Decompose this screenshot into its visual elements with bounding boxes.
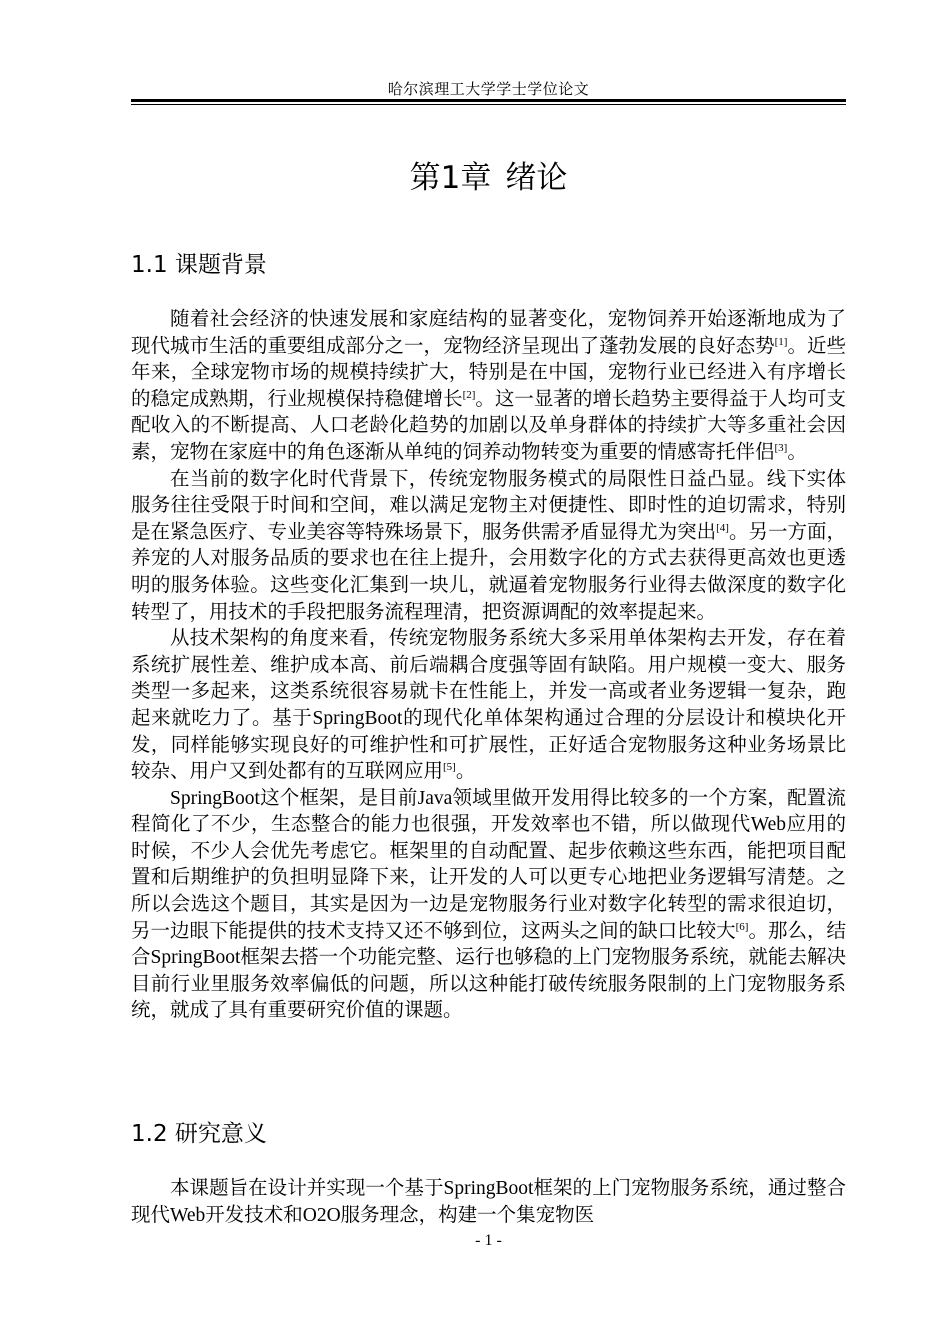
section-body-1-2 (131, 1176, 846, 1229)
paragraph (131, 1176, 846, 1229)
header-rule-thin (131, 104, 846, 105)
paragraph (131, 626, 846, 786)
paragraph-text: 。 (787, 441, 807, 463)
paragraph-text: 。近些年来，全球宠物市场的规模持续扩大，特别是在中国，宠物行业已经进入有序增长的稳定成熟期，行业规模保持稳健增长 (131, 335, 846, 410)
paragraph-text: 。那么，结合SpringBoot框架去搭一个功能完整、运行也够稳的上门宠物服务系统，就能去解决目前行业里服务效率偏低的问题，所以这种能打破传统服务限制的上门宠物服务系统，就成了具有重要研究价值的课题。 (131, 920, 846, 1022)
paragraph-text: 在当前的数字化时代背景下，传统宠物服务模式的局限性日益凸显。线下实体服务往往受限于时间和空间，难以满足宠物主对便捷性、即时性的迫切需求，特别是在紧急医疗、专业美容等特殊场景下，服务供需矛盾显得尤为突出 (131, 468, 846, 543)
paragraph-text: 本课题旨在设计并实现一个基于SpringBoot框架的上门宠物服务系统，通过整合现代Web开发技术和O2O服务理念，构建一个集宠物医 (131, 1178, 846, 1226)
paragraph (131, 467, 846, 627)
paragraph-text: 。这一显著的增长趋势主要得益于人均可支配收入的不断提高、人口老龄化趋势的加剧以及单身群体的持续扩大等多重社会因素，宠物在家庭中的角色逐渐从单纯的饲养动物转变为重要的情感寄托伴侣 (131, 388, 846, 463)
paragraph-text: 从技术架构的角度来看，传统宠物服务系统大多采用单体架构去开发，存在着系统扩展性差、维护成本高、前后端耦合度强等固有缺陷。用户规模一变大、服务类型一多起来，这类系统很容易就卡在性能上，并发一高或者业务逻辑一复杂，跑起来就吃力了。基于SpringBoot的现代化单体架构通过合理的分层设计和模块化开发，同样能够实现良好的可维护性和可扩展性，正好适合宠物服务这种业务场景比较杂、用户又到处都有的互联网应用 (131, 628, 846, 783)
paragraph-text: 。另一方面，养宠的人对服务品质的要求也在往上提升，会用数字化的方式去获得更高效也更透明的服务体验。这些变化汇集到一块儿，就逼着宠物服务行业得去做深度的数字化转型了，用技术的手段把服务流程理清，把资源调配的效率提起来。 (131, 521, 846, 623)
citation-ref: [6] (735, 920, 749, 933)
chapter-title (131, 152, 846, 197)
paragraph (131, 786, 846, 1025)
citation-ref: [3] (774, 441, 788, 454)
paragraph-text: SpringBoot这个框架，是目前Java领域里做开发用得比较多的一个方案，配置流程简化了不少，生态整合的能力也很强，开发效率也不错，所以做现代Web应用的时候，不少人会优先考虑它。框架里的自动配置、起步依赖这些东西，能把项目配置和后期维护的负担明显降下来，让开发的人可以更专心地把业务逻辑写清楚。之所以会选这个题目，其实是因为一边是宠物服务行业对数字化转型的需求很迫切，另一边眼下能提供的技术支持又还不够到位，这两头之间的缺口比较大 (131, 787, 846, 942)
paragraph-text: 随着社会经济的快速发展和家庭结构的显著变化，宠物饲养开始逐渐地成为了现代城市生活的重要组成部分之一，宠物经济呈现出了蓬勃发展的良好态势 (131, 309, 846, 357)
page-number: - 1 - (475, 1232, 502, 1249)
paragraph (131, 307, 846, 467)
chapter-name: 绪论 (505, 160, 568, 196)
section-body-1-1 (131, 307, 846, 1025)
header-rule-thick (131, 99, 846, 102)
paragraph-text: 。 (455, 761, 476, 783)
citation-ref: [1] (774, 335, 788, 348)
section-heading-1-2: 1.2 研究意义 (131, 1121, 267, 1147)
citation-ref: [2] (462, 388, 476, 401)
citation-ref: [5] (443, 761, 456, 774)
chapter-number: 第1章 (409, 160, 492, 196)
citation-ref: [4] (716, 521, 729, 534)
running-header: 哈尔滨理工大学学士学位论文 (387, 82, 590, 98)
section-heading-1-1: 1.1 课题背景 (131, 252, 267, 278)
